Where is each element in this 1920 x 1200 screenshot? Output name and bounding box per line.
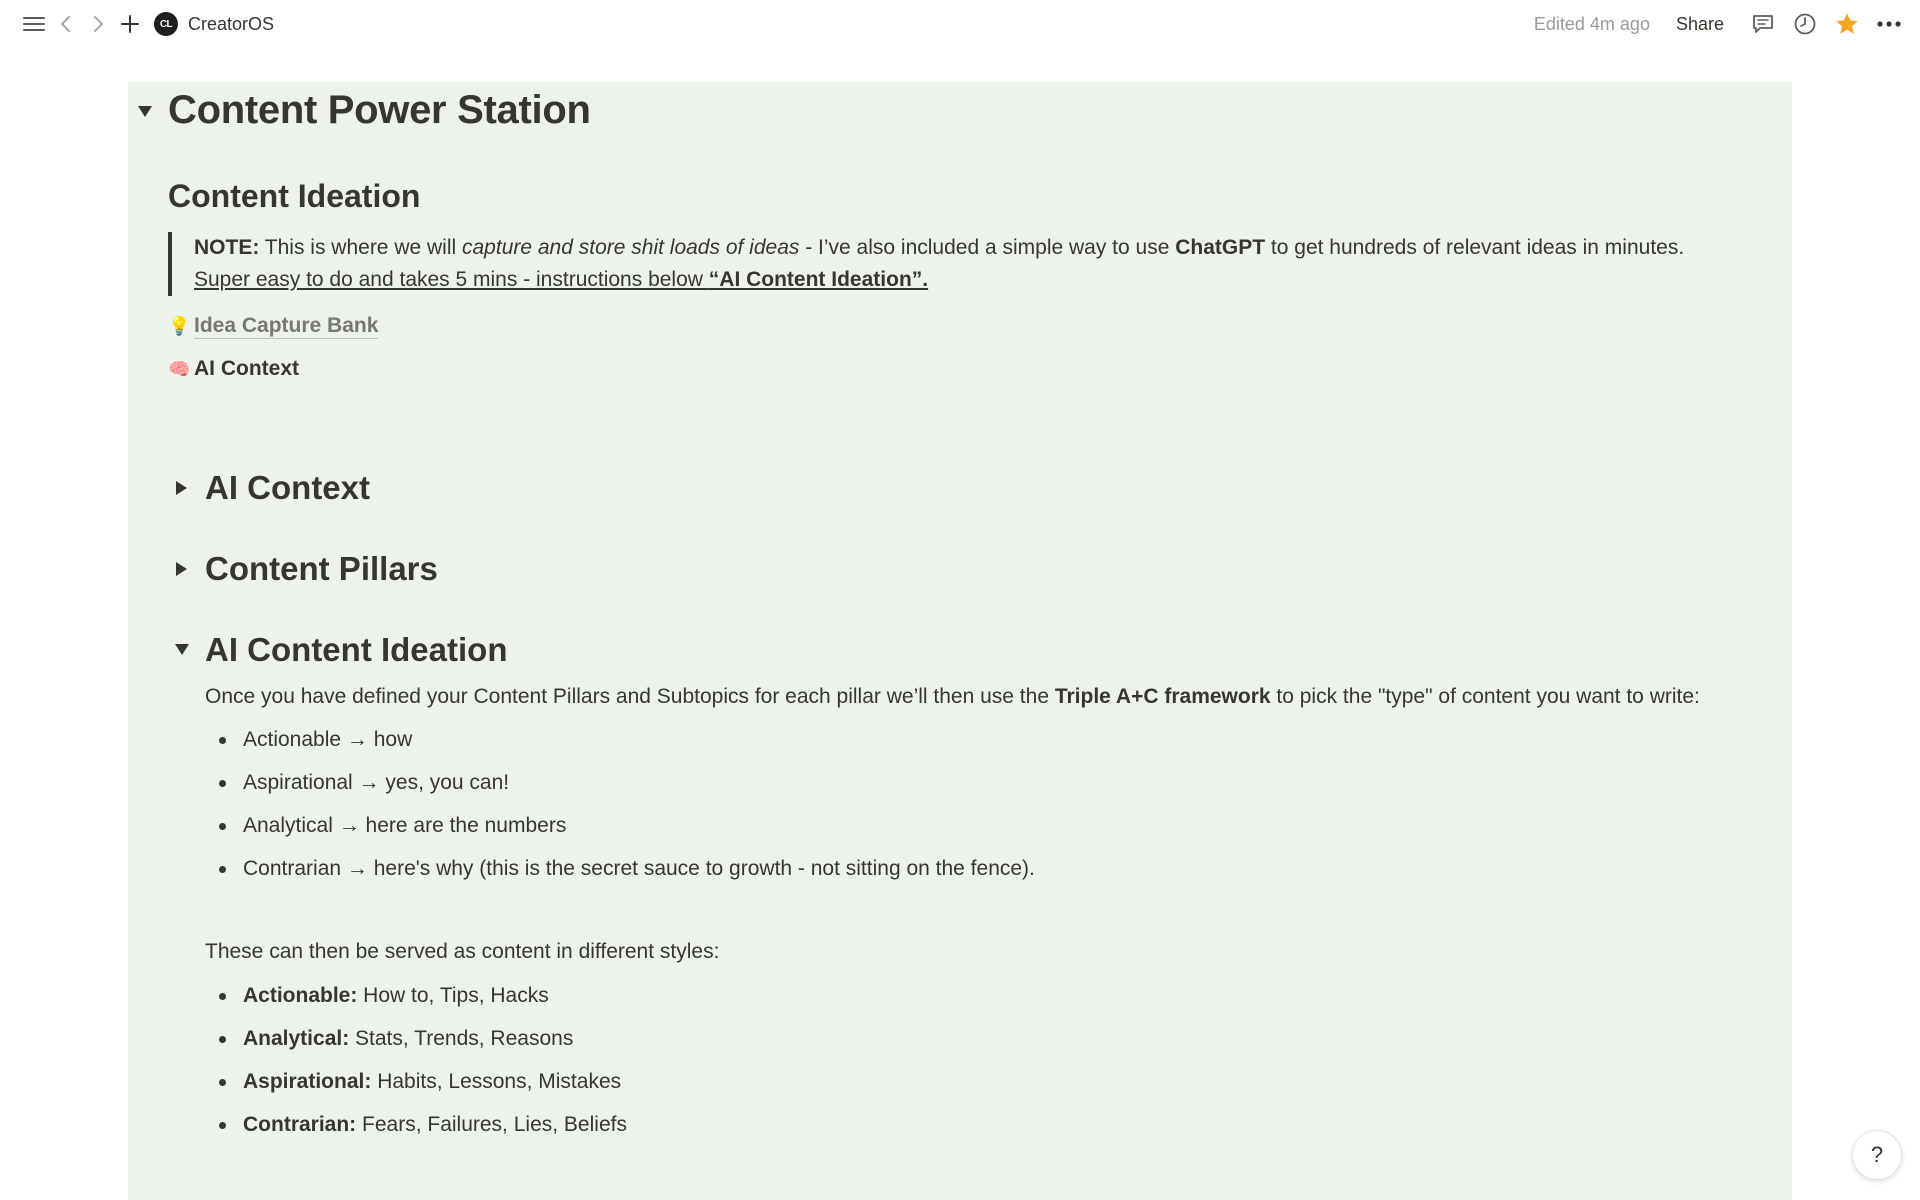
note-text-3: to get hundreds of relevant ideas in minutes. — [1265, 236, 1685, 259]
list-item — [209, 1111, 627, 1154]
content-types-list — [209, 726, 1035, 898]
more-icon[interactable] — [1868, 3, 1910, 45]
star-icon[interactable] — [1826, 3, 1868, 45]
style-text: Fears, Failures, Lies, Beliefs — [356, 1113, 627, 1136]
list-item — [209, 1068, 627, 1111]
content-styles-list — [209, 982, 627, 1154]
note-text-2: - I’ve also included a simple way to use — [799, 236, 1176, 259]
ai-context-link[interactable] — [168, 357, 299, 381]
share-button[interactable]: Share — [1675, 13, 1724, 34]
list-item: Contrarian → here's why (this is the secret sauce to growth - not sitting on the fence). — [209, 855, 1035, 898]
ai-context-label[interactable]: AI Context — [194, 357, 299, 380]
list-item: Analytical → here are the numbers — [209, 812, 1035, 855]
content-ideation-heading: Content Ideation — [168, 178, 421, 214]
content-pillars-toggle-icon[interactable] — [176, 562, 187, 576]
style-text: Stats, Trends, Reasons — [349, 1027, 574, 1050]
forward-icon[interactable] — [82, 8, 114, 40]
styles-intro: These can then be served as content in different styles: — [205, 940, 720, 963]
back-icon[interactable] — [50, 8, 82, 40]
list-item — [209, 1025, 627, 1068]
list-item — [209, 982, 627, 1025]
intro-framework: Triple A+C framework — [1054, 685, 1271, 708]
note-bold-chatgpt: ChatGPT — [1175, 236, 1266, 259]
page-title: Content Power Station — [168, 88, 591, 132]
style-label: Analytical: — [243, 1027, 350, 1050]
plus-icon[interactable] — [114, 8, 146, 40]
style-text: How to, Tips, Hacks — [357, 984, 549, 1007]
note-label: NOTE: — [194, 236, 260, 259]
list-item: Aspirational → yes, you can! — [209, 769, 1035, 812]
idea-capture-bank-link[interactable] — [168, 314, 378, 339]
toggle-ai-content-ideation[interactable]: AI Content Ideation — [205, 631, 508, 668]
toggle-ai-context[interactable]: AI Context — [205, 469, 370, 506]
top-bar-left — [0, 0, 274, 48]
top-bar-right — [1534, 0, 1910, 48]
workspace-logo[interactable]: CL — [154, 12, 178, 36]
note-quote — [168, 232, 1768, 296]
style-label: Contrarian: — [243, 1113, 357, 1136]
style-text: Habits, Lessons, Mistakes — [371, 1070, 622, 1093]
title-toggle-icon[interactable] — [138, 106, 152, 117]
ai-context-toggle-icon[interactable] — [176, 481, 187, 495]
edited-status: Edited 4m ago — [1533, 13, 1650, 34]
list-item: Actionable → how — [209, 726, 1035, 769]
help-button[interactable]: ? — [1852, 1130, 1902, 1180]
toggle-content-pillars[interactable]: Content Pillars — [205, 550, 438, 587]
ideation-intro — [205, 685, 1700, 709]
top-bar — [0, 0, 1920, 48]
idea-capture-bank-label[interactable]: Idea Capture Bank — [194, 314, 379, 337]
lightbulb-icon: 💡 — [168, 316, 191, 336]
brain-icon: 🧠 — [168, 358, 191, 379]
ai-content-ideation-toggle-icon[interactable] — [175, 644, 189, 655]
workspace-name[interactable]: CreatorOS — [188, 13, 275, 34]
comment-icon[interactable] — [1742, 3, 1784, 45]
note-line2-text: Super easy to do and takes 5 mins - instructions below — [194, 268, 709, 291]
note-line-2 — [194, 264, 1768, 296]
intro-text-pre: Once you have defined your Content Pillars and Subtopics for each pillar we’ll then use the — [205, 685, 1055, 708]
style-label: Actionable: — [243, 984, 358, 1007]
intro-text-post: to pick the "type" of content you want to write: — [1270, 685, 1700, 708]
note-line-1 — [194, 232, 1768, 264]
clock-icon[interactable] — [1784, 3, 1826, 45]
note-text-1: This is where we will — [259, 236, 462, 259]
style-label: Aspirational: — [243, 1070, 372, 1093]
menu-icon[interactable] — [18, 8, 50, 40]
note-italic: capture and store shit loads of ideas — [462, 236, 800, 259]
note-line2-bold: “AI Content Ideation”. — [708, 268, 929, 291]
